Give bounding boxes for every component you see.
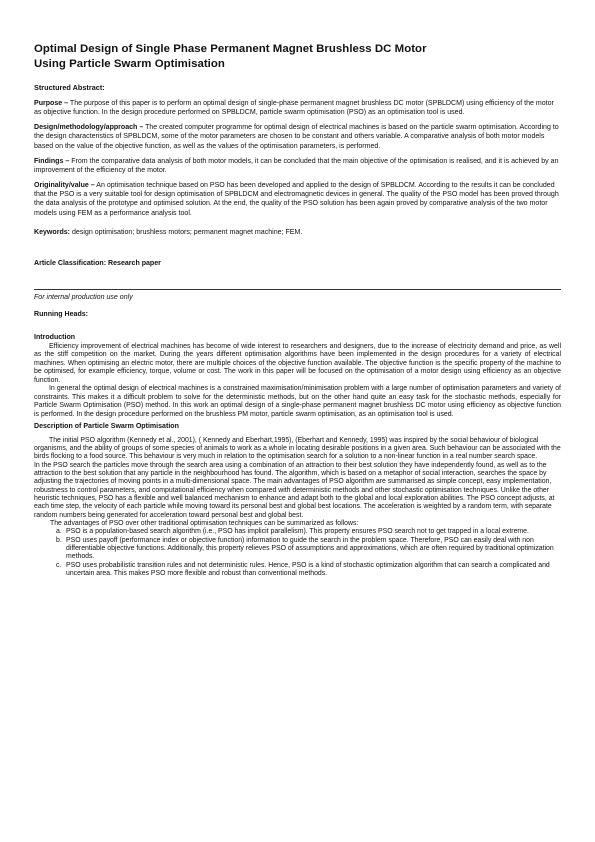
structured-abstract-heading: Structured Abstract: — [34, 83, 105, 92]
pso-advantages-list — [56, 528, 561, 578]
list-marker: a. — [56, 528, 62, 536]
keywords — [34, 228, 561, 237]
originality-label: Originality/value – — [34, 182, 95, 190]
title-line-2: Using Particle Swarm Optimisation — [34, 57, 225, 70]
title-line-1: Optimal Design of Single Phase Permanent Magnet Brushless DC Motor — [34, 43, 427, 55]
findings-text: From the comparative data analysis of both motor models, it can be concluded that the main objective of the optimisation is realised, and it is achieved by an improvement of the efficiency of the motor. — [34, 157, 559, 174]
design-label: Design/methodology/approach – — [34, 124, 144, 132]
originality-text: An optimisation technique based on PSO has been developed and applied to the design of SPBLDCM. According to the results it can be concluded that the PSO is a very suitable tool for design optimisation of SPBLDCM and electromagnetic devices in general. The quality of the PSO model has been proved through the data analysis of the prototype and optimised solution. At the end, the quality of the PSO solution has been again proved by comparative analysis of the two motor models using FEM as a performance analysis tool. — [34, 182, 559, 217]
paper-title — [34, 42, 561, 71]
list-item — [56, 537, 561, 562]
abstract-findings — [34, 157, 561, 175]
pso-paragraph-2: In the PSO search the particles move through the search area using a combination of an attraction to their best solution they have independently found, as well as to the attraction to the best solution that any particle in the neighbourhood has found. The algorithm, which is based on a metaphor of social interaction, searches the space by adjusting the trajectories of moving points in a multi-dimensional space. The main advantages of PSO algorithm are summarised as simple concept, easy implementation, robustness to control parameters, and computational efficiency when compared with deterministic methods and other stochastic optimisation techniques. Unlike the other heuristic techniques, PSO has a flexible and well balanced mechanism to enhance and adapt both to the global and local exploration abilities. The PSO concept adjusts, at each time step, the velocity of each particle while moving toward its personal best and global best locations. The acceleration is weighted by a random term, with separate random numbers being generated for acceleration toward personal best and global best. — [34, 461, 555, 519]
article-classification: Article Classification: Research paper — [34, 259, 161, 267]
list-item-text: PSO is a population-based search algorithm (i.e., PSO has implicit parallelism). This property ensures PSO search not to get trapped in a local extreme. — [66, 528, 529, 536]
list-item-text: PSO uses payoff (performance index or objective function) information to guide the search in the problem space. Therefore, PSO can easily deal with non differentiable objective functions. Additionally, this property relieves PSO of assumptions and approximations, which are often required by traditional optimization methods. — [66, 536, 554, 561]
list-item — [56, 528, 561, 536]
pso-advantages-intro: The advantages of PSO over other traditional optimisation techniques can be summarized as follows: — [50, 520, 359, 528]
pso-paragraph-1: The initial PSO algorithm (Kennedy et al., 2001), ( Kennedy and Eberhart,1995), (Eberhart and Kennedy, 1995) was inspired by the social behaviour of biological organisms, and the ability of groups of some species of animals to work as a whole in locating desirable positions in a given area. Such behaviour can be associated with the birds flocking to a food source. This behaviour is very much in relation to the optimisation search for a solution to a non-linear function in a real number search space. — [34, 436, 561, 461]
list-marker: b. — [56, 536, 62, 544]
introduction-paragraph-2: In general the optimal design of electrical machines is a constrained maximisation/minimisation problem with a large number of optimisation parameters and variety of constraints. This makes it a difficult problem to solve for the deterministic methods, but on the other hand quite an easy task for the stochastic methods, especially for Particle Swarm Optimisation (PSO) method. In this work an optimal design of a single-phase permanent magnet brushless DC motor using efficiency as objective function is performed. In the design procedure performed on the brushless PM motor, particle swarm optimisation, as an optimisation tool is used. — [34, 385, 561, 418]
abstract-design — [34, 123, 561, 150]
purpose-label: Purpose – — [34, 100, 69, 107]
introduction-heading: Introduction — [34, 334, 76, 342]
horizontal-divider — [34, 289, 561, 290]
abstract-purpose — [34, 99, 561, 117]
internal-use-note: For internal production use only — [34, 294, 133, 302]
findings-label: Findings – — [34, 157, 70, 165]
keywords-text: design optimisation; brushless motors; permanent magnet machine; FEM. — [70, 228, 303, 236]
page-content — [34, 42, 561, 578]
list-marker: c. — [56, 561, 62, 569]
abstract-originality — [34, 181, 561, 218]
running-heads: Running Heads: — [34, 311, 89, 319]
introduction-paragraph-1: Efficiency improvement of electrical machines has become of wide interest to researchers and designers, due to the increase of electricity demand and price, as well as the stiff competition on the market. During the years different optimisation algorithms have been implemented in the design procedures for a variety of electrical machines. When optimising an electric motor, there are multiple choices of the objective function available. The objective function is the specific property of the machine to be optimised, for example efficiency, torque, volume or cost. The work in this paper will be focused on the optimisation of a motor design using efficiency as an objective function. — [34, 342, 561, 384]
purpose-text: The purpose of this paper is to perform an optimal design of single-phase permanent magnet brushless DC motor (SPBLDCM) using efficiency of the motor as objective function. In the design procedure performed on SPBLDCM, particle swarm optimisation (PSO) as an optimisation tool is used. — [34, 100, 554, 117]
list-item — [56, 562, 561, 579]
list-item-text: PSO uses probabilistic transition rules and not deterministic rules. Hence, PSO is a kind of stochastic optimization algorithm that can search a complicated and uncertain area. This makes PSO more flexible and robust than conventional methods. — [66, 561, 550, 578]
keywords-label: Keywords: — [34, 228, 71, 236]
design-text: The created computer programme for optimal design of electrical machines is based on the particle swarm optimisation. According to the design characteristics of SPBLDCM, some of the motor parameters are chosen to be constant and others variable. A comparative analysis of both motor models based on the value of the objective function, as well as the values of the optimisation parameters, is performed. — [34, 124, 559, 150]
pso-section-heading: Description of Particle Swarm Optimisation — [34, 423, 179, 431]
